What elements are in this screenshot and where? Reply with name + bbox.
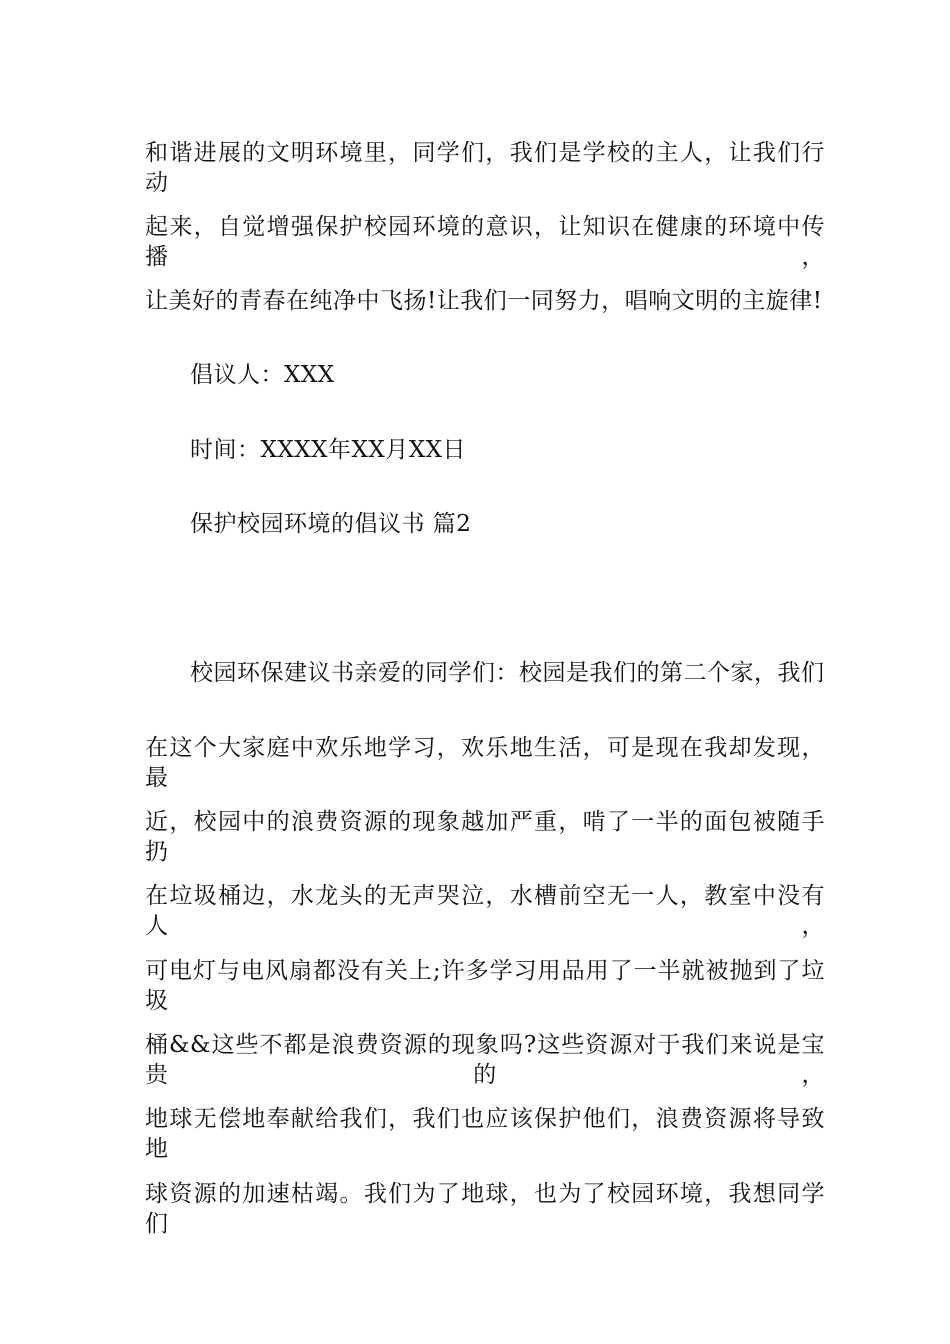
- body-text-line: 让美好的青春在纯净中飞扬!让我们一同努力，唱响文明的主旋律!: [145, 288, 823, 314]
- date-line: 时间：XXXX年XX月XX日: [190, 437, 466, 463]
- body-text-line: 和谐进展的文明环境里，同学们，我们是学校的主人，让我们行动: [145, 140, 825, 196]
- section-title: 保护校园环境的倡议书 篇2: [190, 511, 472, 537]
- body-text-line: 近，校园中的浪费资源的现象越加严重，啃了一半的面包被随手扔: [145, 809, 825, 865]
- body-text-line: 校园环保建议书亲爱的同学们：校园是我们的第二个家，我们: [190, 660, 825, 686]
- body-text-line: 桶&&这些不都是浪费资源的现象吗?这些资源对于我们来说是宝贵的，: [145, 1032, 825, 1088]
- body-text-line: 在这个大家庭中欢乐地学习，欢乐地生活，可是现在我却发现，最: [145, 735, 825, 791]
- body-text-line: 起来，自觉增强保护校园环境的意识，让知识在健康的环境中传播，: [145, 214, 825, 270]
- body-text-line: 球资源的加速枯竭。我们为了地球，也为了校园环境，我想同学们: [145, 1181, 825, 1237]
- proposer-line: 倡议人：XXX: [190, 362, 335, 388]
- body-text-line: 地球无偿地奉献给我们，我们也应该保护他们，浪费资源将导致地: [145, 1106, 825, 1162]
- body-text-line: 在垃圾桶边，水龙头的无声哭泣，水槽前空无一人，教室中没有人，: [145, 883, 825, 939]
- body-text-line: 可电灯与电风扇都没有关上;许多学习用品用了一半就被抛到了垃圾: [145, 958, 825, 1014]
